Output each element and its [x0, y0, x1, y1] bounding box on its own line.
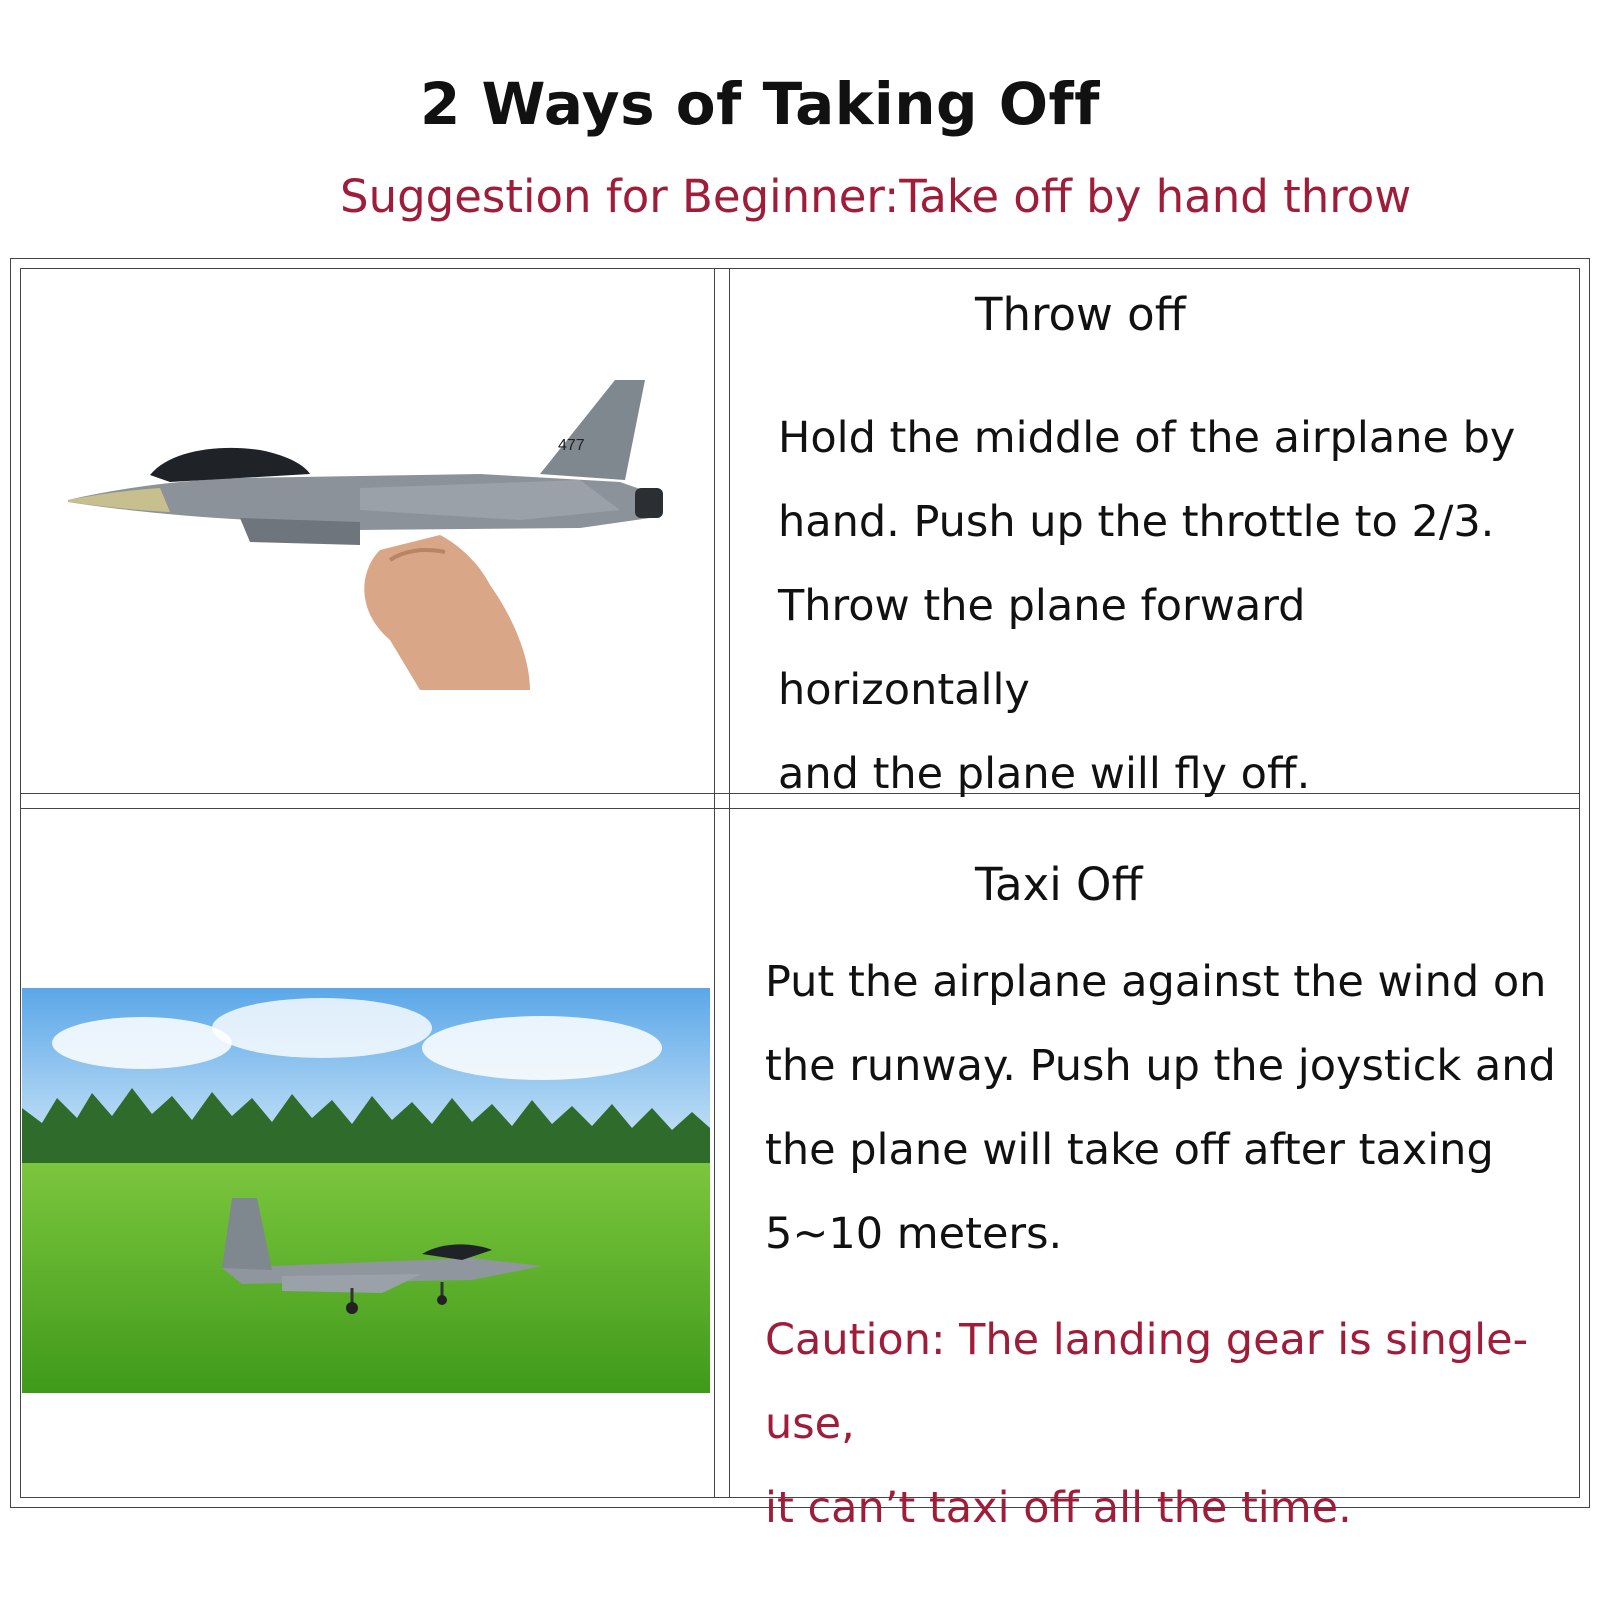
throw-off-line-1: Hold the middle of the airplane by: [778, 413, 1516, 463]
taxi-off-instructions: [765, 940, 1565, 1276]
column-divider: [714, 268, 730, 1498]
hand-thrown-jet-photo: [60, 370, 680, 690]
page-title: 2 Ways of Taking Off: [419, 70, 1101, 138]
caution-line-2: it can’t taxi off all the time.: [765, 1483, 1352, 1533]
beginner-suggestion: Suggestion for Beginner:Take off by hand throw: [340, 170, 1412, 223]
landing-gear-caution: [765, 1298, 1585, 1550]
taxi-off-heading: Taxi Off: [975, 858, 1143, 911]
taxi-off-line-2: the runway. Push up the joystick and: [765, 1041, 1556, 1091]
throw-off-line-2: hand. Push up the throttle to 2/3.: [778, 497, 1495, 547]
field-illustration: [22, 988, 710, 1393]
svg-text:477: 477: [558, 437, 585, 454]
throw-off-instructions: [778, 396, 1568, 816]
jet-on-grass-field-photo: [22, 988, 710, 1393]
taxi-off-line-1: Put the airplane against the wind on: [765, 957, 1547, 1007]
throw-off-line-4: and the plane will fly off.: [778, 749, 1311, 799]
jet-illustration: [60, 370, 680, 690]
throw-off-heading: Throw off: [975, 288, 1186, 341]
throw-off-line-3: Throw the plane forward horizontally: [778, 581, 1306, 715]
taxi-off-line-4: 5~10 meters.: [765, 1209, 1063, 1259]
taxi-off-line-3: the plane will take off after taxing: [765, 1125, 1494, 1175]
caution-line-1: Caution: The landing gear is single-use,: [765, 1315, 1529, 1449]
